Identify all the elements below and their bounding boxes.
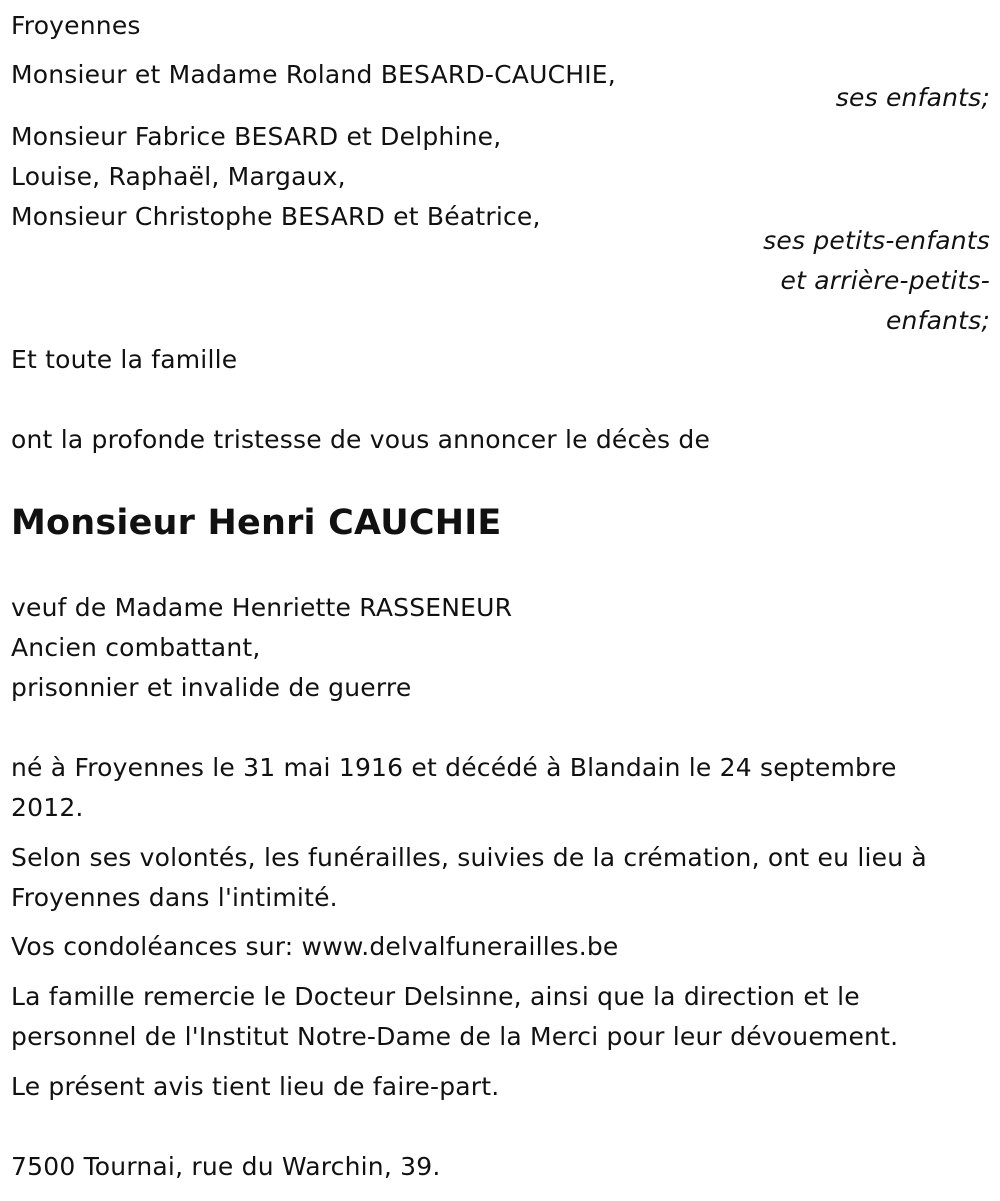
announcement: ont la profonde tristesse de vous annoncer le décès de <box>11 425 711 454</box>
children-line: Monsieur et Madame Roland BESARD-CAUCHIE, <box>11 60 616 89</box>
grandchildren-label-1: ses petits-enfants <box>763 226 990 255</box>
deceased-name: Monsieur Henri CAUCHIE <box>11 503 502 543</box>
notice-text: Le présent avis tient lieu de faire-part. <box>11 1072 500 1101</box>
town: Froyennes <box>11 11 141 40</box>
grandchildren-line-3: Monsieur Christophe BESARD et Béatrice, <box>11 202 541 231</box>
condolences-label: Vos condoléances sur: <box>11 932 302 961</box>
grandchildren-label-2: et arrière-petits- <box>780 266 990 295</box>
prisoner-line: prisonnier et invalide de guerre <box>11 673 412 702</box>
funeral-line-2: Froyennes dans l'intimité. <box>11 883 338 912</box>
dates-line-1: né à Froyennes le 31 mai 1916 et décédé à Blandain le 24 septembre <box>11 753 897 782</box>
widower-line: veuf de Madame Henriette RASSENEUR <box>11 593 513 622</box>
grandchildren-line-1: Monsieur Fabrice BESARD et Delphine, <box>11 122 502 151</box>
veteran-line: Ancien combattant, <box>11 633 261 662</box>
address: 7500 Tournai, rue du Warchin, 39. <box>11 1152 441 1181</box>
thanks-line-2: personnel de l'Institut Notre-Dame de la Merci pour leur dévouement. <box>11 1022 899 1051</box>
grandchildren-label-3: enfants; <box>885 306 990 335</box>
dates-line-2: 2012. <box>11 793 84 822</box>
all-family: Et toute la famille <box>11 345 238 374</box>
condolences-link[interactable]: www.delvalfunerailles.be <box>301 932 619 961</box>
thanks-line-1: La famille remercie le Docteur Delsinne, ainsi que la direction et le <box>11 982 860 1011</box>
grandchildren-line-2: Louise, Raphaël, Margaux, <box>11 162 346 191</box>
condolences-line <box>11 931 619 963</box>
children-label: ses enfants; <box>835 83 990 112</box>
funeral-line-1: Selon ses volontés, les funérailles, suivies de la crémation, ont eu lieu à <box>11 843 927 872</box>
